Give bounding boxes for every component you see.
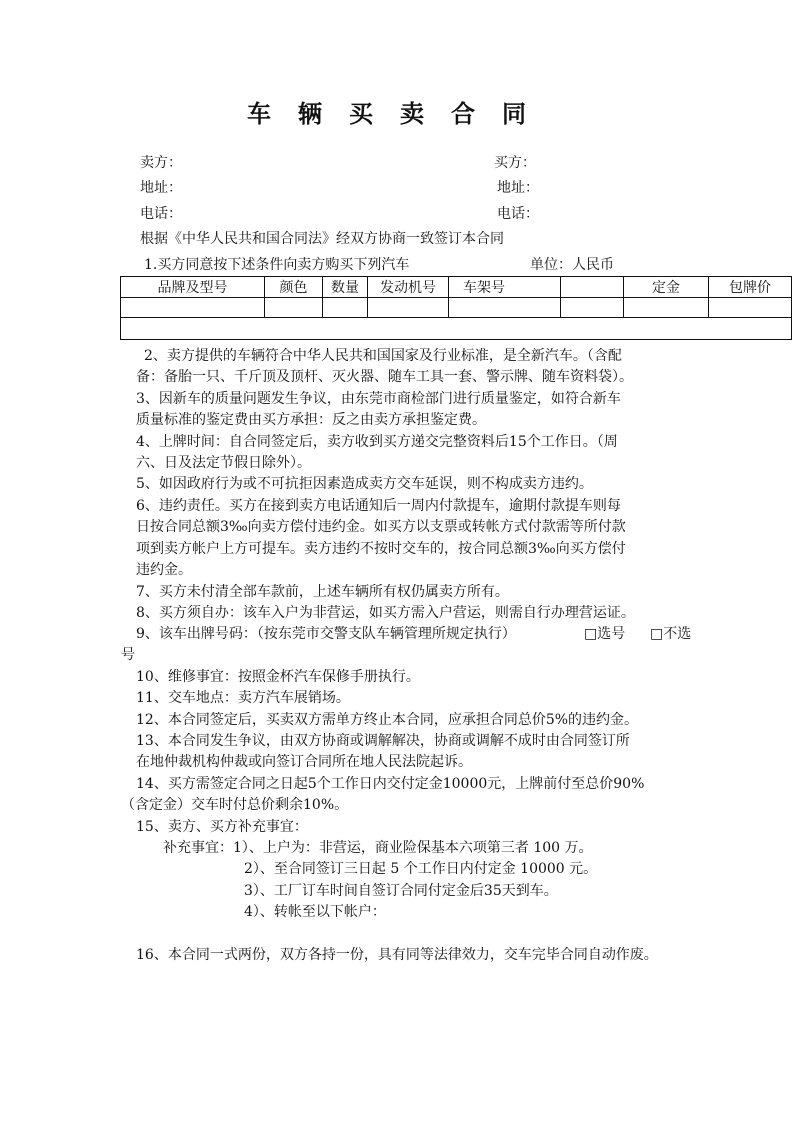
plate-option-no-select: □不选	[650, 626, 692, 642]
clause-8: 8、买方须自办：该车入户为非营运，如买方需入户营运，则需自行办理营运证。	[136, 605, 635, 621]
header-engine-no: 发动机号	[368, 277, 449, 298]
clause-9-line-1: 9、该车出牌号码：（按东莞市交警支队车辆管理所规定执行）	[136, 626, 516, 642]
supplement-item-3: 3）、工厂订车时间自签订合同付定金后35天到车。	[244, 883, 558, 899]
vehicle-table	[120, 276, 792, 340]
clause-6-line-1: 6、违约责任。买方在接到卖方电话通知后一周内付款提车，逾期付款提车则每	[136, 498, 621, 514]
clause-6-line-4: 违约金。	[136, 562, 192, 578]
supplement-item-2: 2）、至合同签订三日起 5 个工作日内付定金 10000 元。	[244, 861, 598, 877]
table-cell	[323, 298, 368, 318]
header-plate-price: 包牌价	[709, 277, 792, 298]
clause-5: 5、如因政府行为或不可抗拒因素造成卖方交车延误，则不构成卖方违约。	[136, 476, 593, 492]
buyer-phone-label: 电话：	[497, 206, 539, 222]
table-cell	[121, 318, 792, 340]
clause-6-line-3: 项到卖方帐户上方可提车。卖方违约不按时交车的，按合同总额3‰向买方偿付	[136, 541, 626, 557]
table-cell	[561, 298, 624, 318]
clause-13-line-2: 在地仲裁机构仲裁或向签订合同所在地人民法院起诉。	[136, 754, 472, 770]
table-row	[121, 318, 792, 340]
seller-label: 卖方：	[140, 155, 182, 171]
clause-4-line-1: 4、上牌时间：自合同签定后，卖方收到买方递交完整资料后15个工作日。（周	[136, 434, 618, 450]
supplement-item-4: 4）、转帐至以下帐户：	[244, 904, 386, 920]
table-cell	[624, 298, 709, 318]
clause-14-line-1: 14、买方需签定合同之日起5个工作日内交付定金10000元，上牌前付至总价90%	[136, 776, 645, 792]
header-blank	[561, 277, 624, 298]
clause-14-line-2: （含定金）交车时付总价剩余10%。	[121, 797, 349, 813]
clause-3-line-2: 质量标准的鉴定费由买方承担：反之由卖方承担鉴定费。	[136, 412, 486, 428]
buyer-address-label: 地址：	[497, 180, 539, 196]
clause-2-line-2: 备：备胎一只、千斤顶及顶杆、灭火器、随车工具一套、警示牌、随车资料袋）。	[136, 369, 633, 385]
table-cell	[709, 298, 792, 318]
seller-phone-label: 电话：	[140, 206, 182, 222]
clause-12: 12、本合同签定后，买卖双方需单方终止本合同，应承担合同总价5%的违约金。	[136, 712, 639, 728]
supplement-item-1: 补充事宜：1）、上户为：非营运，商业险保基本六项第三者 100 万。	[163, 840, 593, 856]
clause-3-line-1: 3、因新车的质量问题发生争议，由东莞市商检部门进行质量鉴定，如符合新车	[136, 391, 621, 407]
contract-basis: 根据《中华人民共和国合同法》经双方协商一致签订本合同	[140, 231, 504, 247]
header-color: 颜色	[265, 277, 323, 298]
table-cell	[368, 298, 449, 318]
table-cell	[121, 298, 265, 318]
header-brand-model: 品牌及型号	[121, 277, 265, 298]
header-quantity: 数量	[323, 277, 368, 298]
clause-15: 15、卖方、买方补充事宜：	[136, 819, 308, 835]
header-frame-no: 车架号	[449, 277, 561, 298]
clause-11: 11、交车地点：卖方汽车展销场。	[136, 690, 350, 706]
clause-1: 1.买方同意按下述条件向卖方购买下列汽车	[144, 257, 410, 273]
clause-4-line-2: 六、日及法定节假日除外）。	[136, 455, 311, 471]
clause-6-line-2: 日按合同总额3‰向卖方偿付违约金。如买方以支票或转帐方式付款需等所付款	[136, 519, 626, 535]
currency-unit: 单位：人民币	[530, 257, 614, 273]
clause-13-line-1: 13、本合同发生争议，由双方协商或调解解决，协商或调解不成时由合同签订所	[136, 733, 630, 749]
header-deposit: 定金	[624, 277, 709, 298]
plate-option-select: □选号	[584, 626, 626, 642]
buyer-label: 买方：	[494, 155, 536, 171]
clause-10: 10、维修事宜：按照金杯汽车保修手册执行。	[136, 669, 420, 685]
table-header-row	[121, 277, 792, 298]
seller-address-label: 地址：	[140, 180, 182, 196]
clause-7: 7、买方未付清全部车款前，上述车辆所有权仍属卖方所有。	[136, 584, 509, 600]
table-cell	[265, 298, 323, 318]
clause-16: 16、本合同一式两份，双方各持一份，具有同等法律效力，交车完毕合同自动作废。	[136, 947, 658, 963]
table-row	[121, 298, 792, 318]
page-title: 车辆买卖合同	[247, 99, 553, 128]
clause-9-line-2: 号	[121, 647, 135, 663]
clause-2-line-1: 2、卖方提供的车辆符合中华人民共和国国家及行业标准，是全新汽车。（含配	[144, 348, 622, 364]
table-cell	[449, 298, 561, 318]
